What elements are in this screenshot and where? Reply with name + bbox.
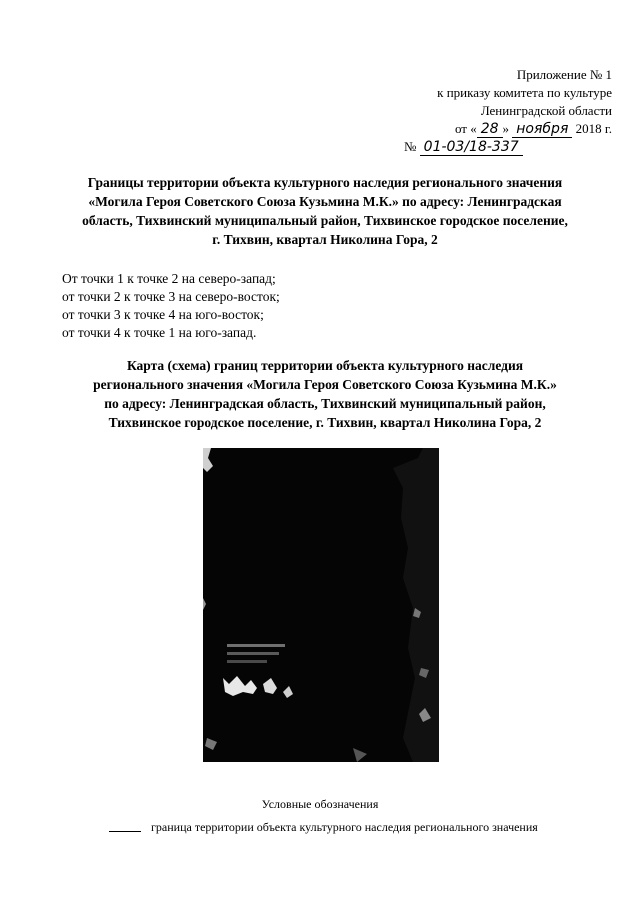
date-mid: »: [502, 121, 510, 136]
map-dark-scan: [203, 448, 439, 762]
legend-title: Условные обозначения: [261, 797, 379, 811]
order-number: [352, 138, 612, 156]
order-reference: к приказу комитета по культуре: [437, 85, 612, 100]
legend-item: [109, 820, 538, 835]
map-title-line-4: Тихвинское городское поселение, г. Тихвин, квартал Николина Гора, 2: [108, 415, 542, 430]
appendix-header: [352, 66, 612, 156]
point-description: от точки 2 к точке 3 на северо-восток;: [62, 289, 280, 304]
date-prefix: от «: [454, 121, 477, 136]
date-month: ноября: [512, 121, 572, 138]
number-sign: №: [404, 139, 417, 154]
point-description: От точки 1 к точке 2 на северо-запад;: [62, 271, 276, 286]
date-day: 28: [477, 121, 503, 138]
map-title-line-3: по адресу: Ленинградская область, Тихвинский муниципальный район,: [104, 396, 546, 411]
boundary-map-image: [203, 448, 439, 762]
title-line-4: г. Тихвин, квартал Николина Гора, 2: [212, 232, 438, 247]
title-line-2: «Могила Героя Советского Союза Кузьмина М.К.» по адресу: Ленинградская: [88, 194, 562, 209]
region-name: Ленинградской области: [480, 103, 612, 118]
boundary-line-symbol: [109, 831, 141, 832]
point-description: от точки 4 к точке 1 на юго-запад.: [62, 325, 257, 340]
document-title: [55, 173, 595, 249]
title-line-3: область, Тихвинский муниципальный район, Тихвинское городское поселение,: [82, 213, 568, 228]
point-description: от точки 3 к точке 4 на юго-восток;: [62, 307, 264, 322]
number-value: 01-03/18-337: [420, 139, 523, 156]
map-title-line-2: регионального значения «Могила Героя Советского Союза Кузьмина М.К.»: [93, 377, 557, 392]
map-title-line-1: Карта (схема) границ территории объекта культурного наследия: [126, 358, 524, 373]
map-title: [60, 356, 590, 432]
legend-item-label: граница территории объекта культурного наследия регионального значения: [151, 820, 538, 834]
date-year: 2018 г.: [575, 121, 612, 136]
title-line-1: Границы территории объекта культурного наследия регионального значения: [87, 175, 563, 190]
appendix-number: Приложение № 1: [516, 67, 612, 82]
boundary-points-list: [62, 270, 280, 342]
order-date: [352, 120, 612, 138]
